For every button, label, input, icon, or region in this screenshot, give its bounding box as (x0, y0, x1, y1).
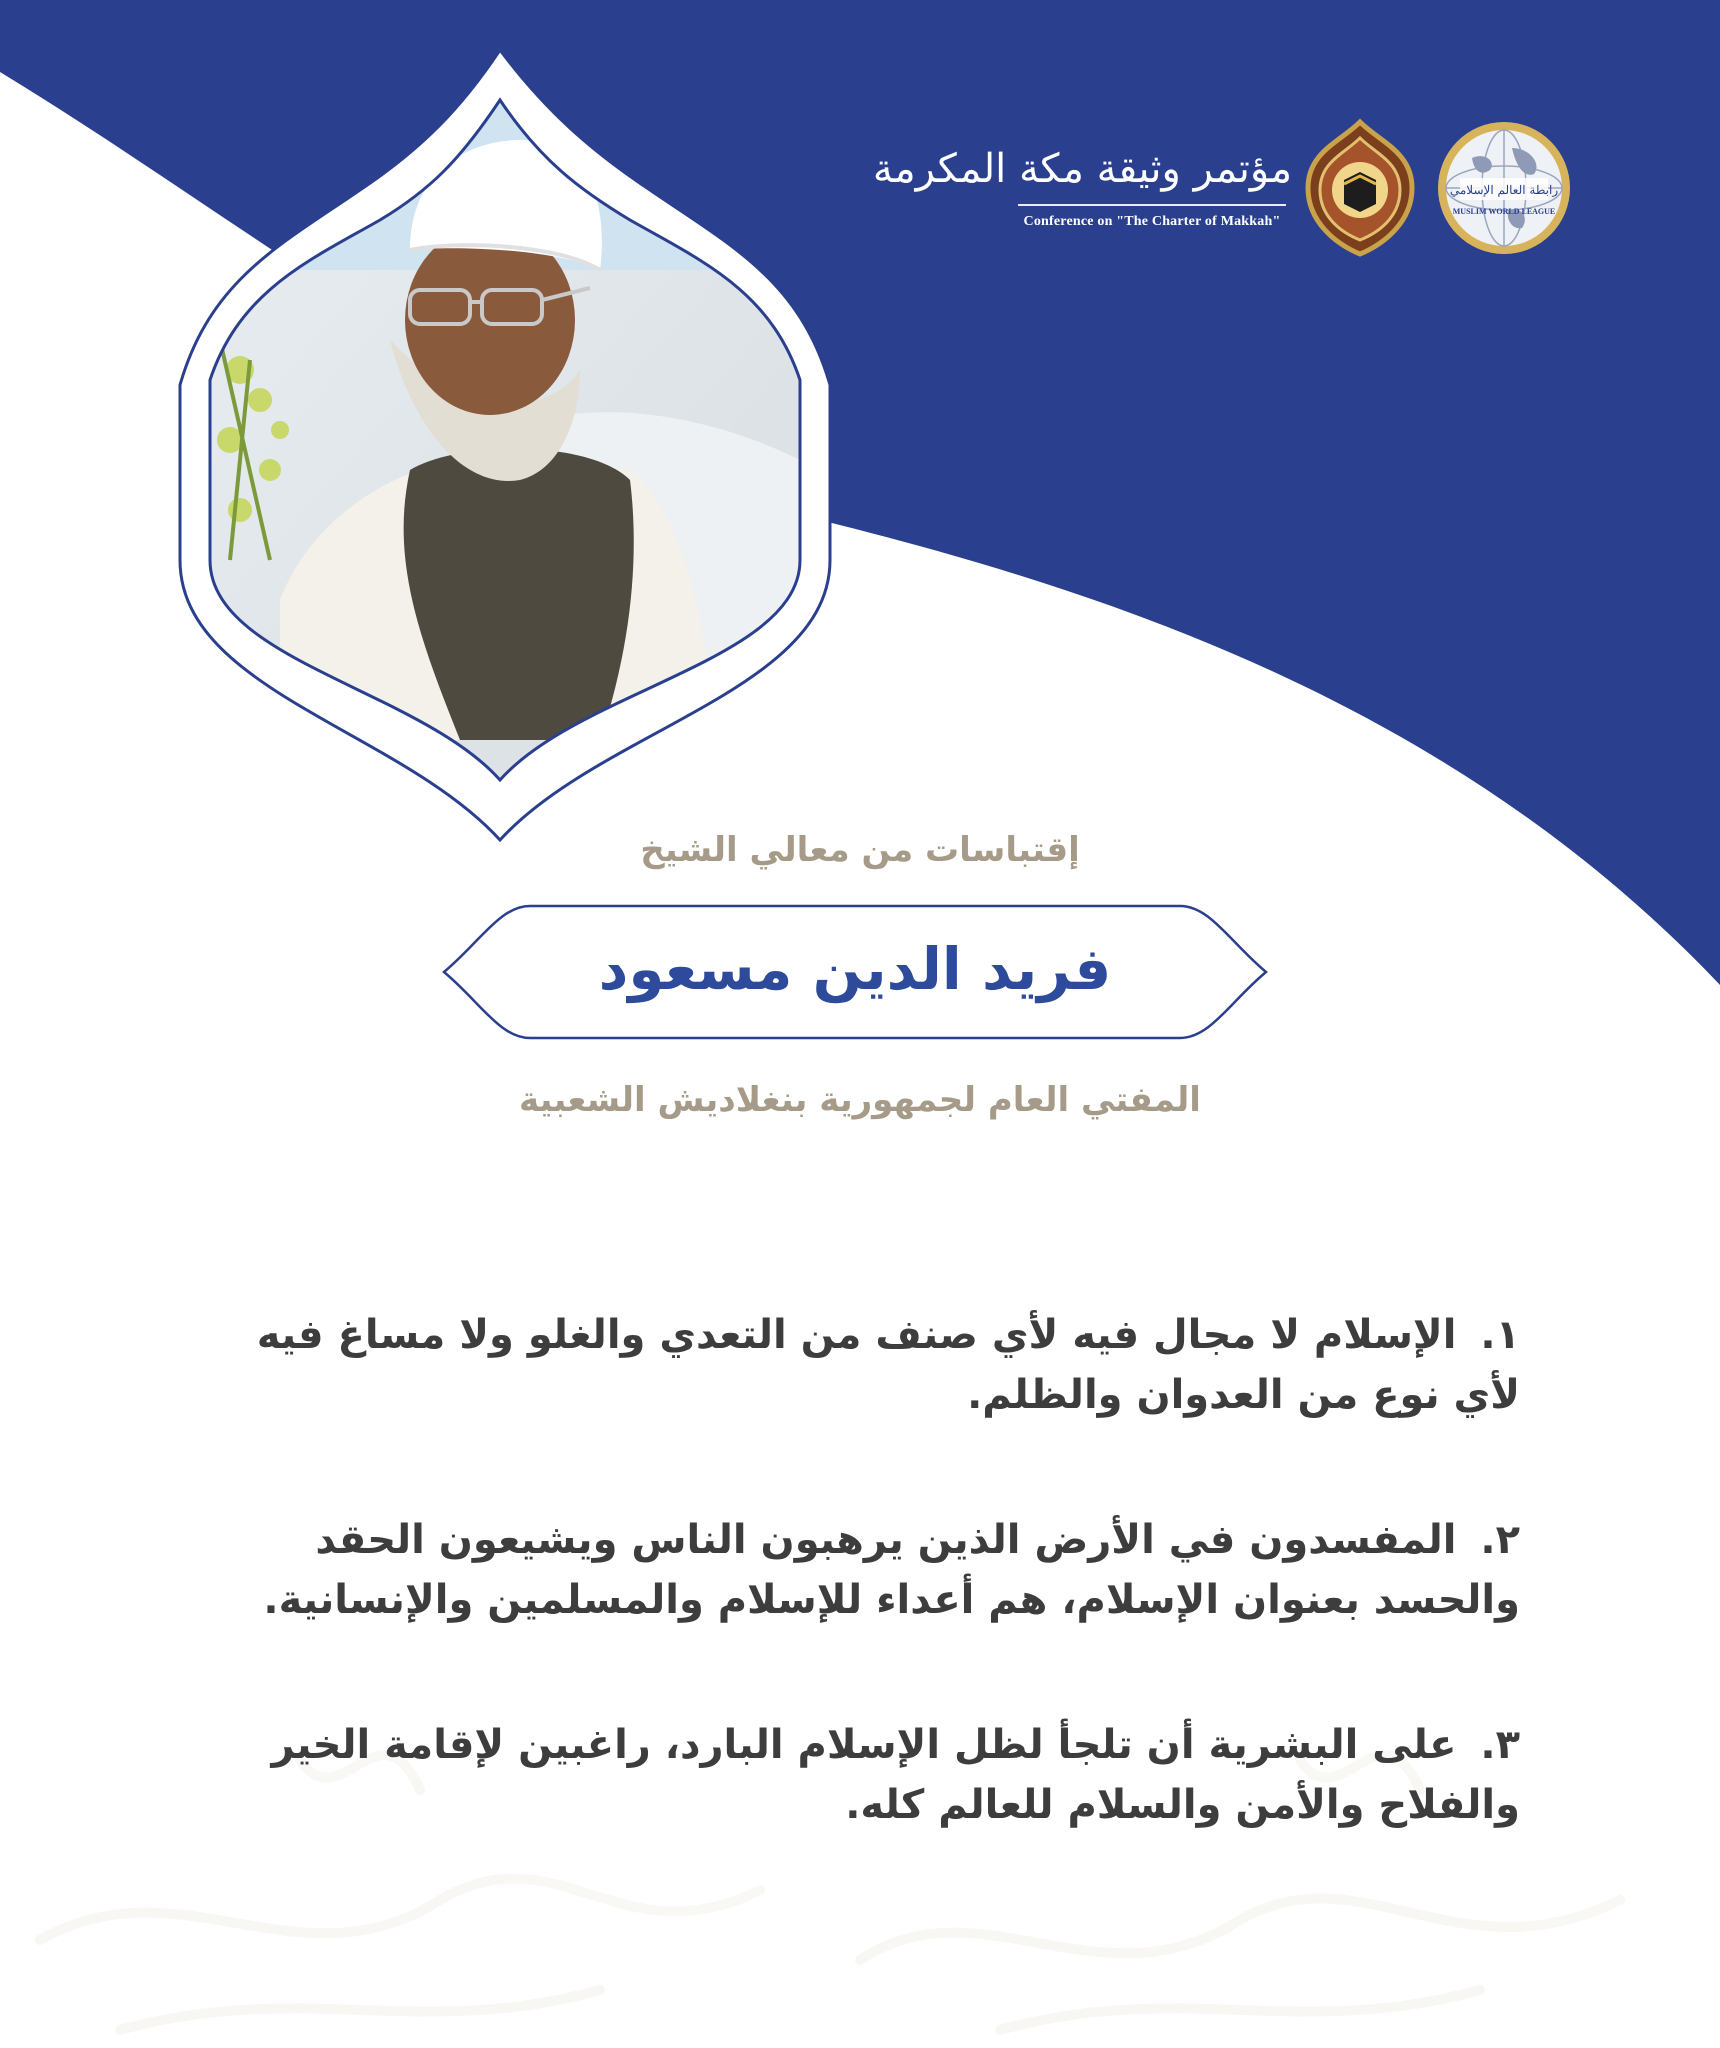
quote-number: ٣. (1480, 1722, 1520, 1768)
charter-title-en: Conference on "The Charter of Makkah" (1023, 214, 1281, 229)
mwl-name-ar: رابطة العالم الإسلامي (1449, 183, 1559, 197)
speaker-role: المفتي العام لجمهورية بنغلاديش الشعبية (519, 1080, 1201, 1120)
quote-3 (200, 1715, 1520, 1835)
quote-text: المفسدون في الأرض الذين يرهبون الناس ويشيعون الحقد والحسد بعنوان الإسلام، هم أعداء للإسلام والمسلمين والإنسانية. (263, 1517, 1520, 1623)
speaker-portrait (160, 40, 860, 860)
quote-1 (200, 1305, 1520, 1425)
quote-text: الإسلام لا مجال فيه لأي صنف من التعدي والغلو ولا مساغ فيه لأي نوع من العدوان والظلم. (256, 1312, 1520, 1418)
charter-logo-text (872, 140, 1292, 230)
charter-title-ar: مؤتمر وثيقة مكة المكرمة (872, 146, 1292, 192)
mwl-name-en: MUSLIM WORLD LEAGUE (1452, 207, 1556, 216)
kaaba-seal-icon (1300, 118, 1420, 258)
quote-number: ١. (1480, 1312, 1520, 1358)
quote-number: ٢. (1480, 1517, 1520, 1563)
globe-seal-icon (1434, 118, 1574, 258)
quote-text: على البشرية أن تلجأ لظل الإسلام البارد، راغبين لإقامة الخير والفلاح والأمن والسلام للعالم كله. (271, 1722, 1520, 1828)
speaker-name: فريد الدين مسعود (598, 935, 1112, 1003)
intro-label: إقتباسات من معالي الشيخ (640, 830, 1080, 870)
quote-2 (200, 1510, 1520, 1630)
charter-rule (1018, 204, 1286, 206)
